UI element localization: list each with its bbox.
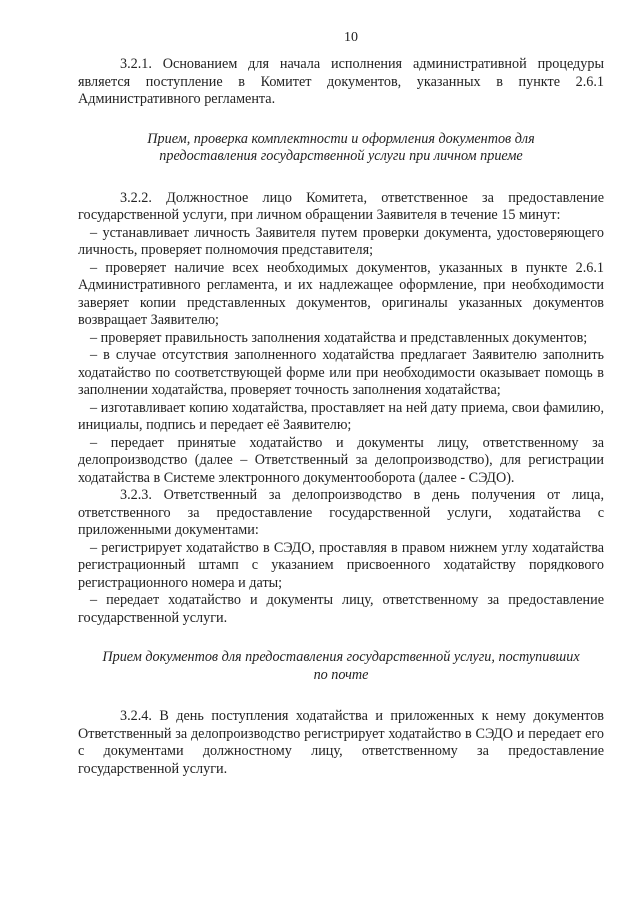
section-heading-personal-reception: Прием, проверка комплектности и оформления документов для предоставления государственной услуги при личном приеме <box>147 130 535 164</box>
page-number: 10 <box>344 30 358 45</box>
paragraph-3-2-4: 3.2.4. В день поступления ходатайства и приложенных к нему документов Ответственный за делопроизводство регистрирует ходатайство в СЭДО и передает его с документами должностному лицу, ответственному за предоставление государственной услуги. <box>78 708 604 777</box>
list-item: – проверяет наличие всех необходимых документов, указанных в пункте 2.6.1 Административного регламента, и их надлежащее оформление, при необходимости заверяет копии представленных документов, оригиналы указанных документов возвращает Заявителю; <box>78 259 604 328</box>
list-item: – регистрирует ходатайство в СЭДО, проставляя в правом нижнем углу ходатайства регистрационный штамп с указанием присвоенного ходатайству порядкового регистрационного номера и даты; <box>78 539 604 591</box>
list-item: – проверяет правильность заполнения ходатайства и представленных документов; <box>90 329 588 346</box>
section-heading-postal-reception: Прием документов для предоставления государственной услуги, поступивших по почте <box>102 649 580 683</box>
list-item: – изготавливает копию ходатайства, проставляет на ней дату приема, свои фамилию, инициалы, подпись и передает её Заявителю; <box>78 399 604 433</box>
list-item: – устанавливает личность Заявителя путем проверки документа, удостоверяющего личность, проверяет полномочия представителя; <box>78 224 604 258</box>
list-item: – передает принятые ходатайство и документы лицу, ответственному за делопроизводство (далее – Ответственный за делопроизводство), для регистрации ходатайства в Системе электронного документооборота (далее - СЭДО). <box>78 434 604 486</box>
list-item: – передает ходатайство и документы лицу, ответственному за предоставление государственной услуги. <box>78 592 604 626</box>
paragraph-3-2-1: 3.2.1. Основанием для начала исполнения административной процедуры является поступление в Комитет документов, указанных в пункте 2.6.1 Административного регламента. <box>78 56 604 107</box>
paragraph-3-2-2: 3.2.2. Должностное лицо Комитета, ответственное за предоставление государственной услуги, при личном обращении Заявителя в течение 15 минут: <box>78 189 604 223</box>
list-item: – в случае отсутствия заполненного ходатайства предлагает Заявителю заполнить ходатайство по соответствующей форме или при необходимости оказывает помощь в заполнении ходатайства, проверяет точность заполнения ходатайства; <box>78 347 604 398</box>
paragraph-3-2-3: 3.2.3. Ответственный за делопроизводство в день получения от лица, ответственного за предоставление государственной услуги, ходатайства с приложенными документами: <box>78 487 604 538</box>
